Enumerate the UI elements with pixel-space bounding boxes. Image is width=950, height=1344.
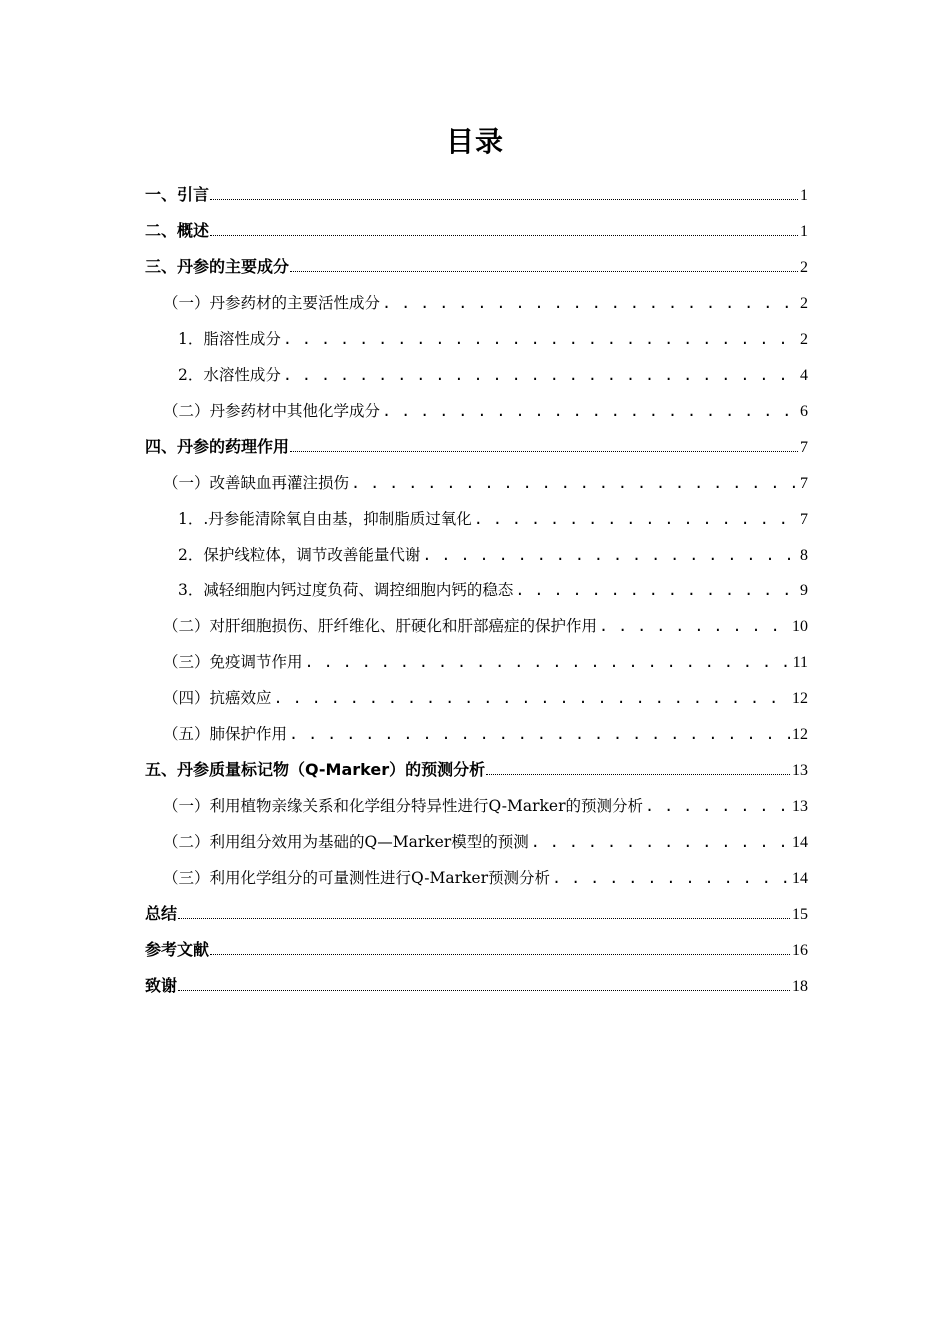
toc-entry[interactable] [178, 541, 808, 569]
toc-dot-leader [178, 989, 790, 991]
toc-entry[interactable] [145, 253, 808, 281]
toc-dot-leader [283, 361, 798, 389]
toc-dot-leader [382, 397, 798, 425]
toc-entry[interactable] [145, 756, 808, 784]
toc-entry-label: 1．脂溶性成分 [178, 330, 281, 348]
toc-entry-label: 2．水溶性成分 [178, 366, 281, 384]
toc-entry-page-number: 12 [792, 690, 808, 707]
toc-entry-page-number: 7 [800, 511, 808, 528]
toc-entry[interactable] [178, 325, 808, 353]
toc-entry[interactable] [178, 361, 808, 389]
toc-entry[interactable] [145, 972, 808, 1000]
toc-entry-page-number: 15 [792, 906, 808, 923]
toc-entry[interactable] [145, 217, 808, 245]
toc-entry-label: （二）利用组分效用为基础的Q—Marker模型的预测 [163, 833, 529, 851]
toc-entry-page-number: 2 [800, 331, 808, 348]
toc-entry[interactable] [178, 505, 808, 533]
toc-entry[interactable] [163, 648, 808, 676]
toc-entry-label: （一）改善缺血再灌注损伤 [163, 474, 350, 492]
toc-dot-leader [422, 541, 798, 569]
toc-entry[interactable] [163, 828, 808, 856]
toc-entry-page-number: 1 [800, 187, 808, 204]
toc-entry-label: 参考文献 [145, 940, 210, 959]
toc-dot-leader [486, 773, 790, 775]
toc-entry-label: （二）对肝细胞损伤、肝纤维化、肝硬化和肝部癌症的保护作用 [163, 617, 598, 635]
toc-dot-leader [474, 505, 798, 533]
toc-dot-leader [305, 648, 791, 676]
toc-entry-label: （二）丹参药材中其他化学成分 [163, 402, 381, 420]
toc-dot-leader [552, 864, 790, 892]
toc-dot-leader [290, 270, 798, 272]
toc-entry-label: 3．减轻细胞内钙过度负荷、调控细胞内钙的稳态 [178, 581, 514, 599]
toc-entry-label: 2．保护线粒体，调节改善能量代谢 [178, 546, 421, 564]
toc-dot-leader [178, 917, 790, 919]
toc-entry[interactable] [163, 720, 808, 748]
toc-entry-page-number: 10 [792, 618, 808, 635]
toc-entry-page-number: 4 [800, 367, 808, 384]
toc-dot-leader [210, 953, 790, 955]
toc-entry-page-number: 2 [800, 295, 808, 312]
toc-entry-page-number: 14 [792, 870, 808, 887]
toc-entry-page-number: 9 [800, 582, 808, 599]
toc-entry-label: 一、引言 [145, 185, 210, 204]
toc-entry[interactable] [163, 469, 808, 497]
toc-entry-page-number: 7 [800, 439, 808, 456]
toc-dot-leader [645, 792, 790, 820]
toc-entry[interactable] [163, 864, 808, 892]
toc-entry-page-number: 11 [792, 654, 808, 671]
toc-entry[interactable] [145, 181, 808, 209]
toc-entry-label: 总结 [145, 904, 178, 923]
toc-entry-page-number: 13 [792, 798, 808, 815]
toc-entry[interactable] [145, 936, 808, 964]
toc-dot-leader [382, 289, 798, 317]
toc-dot-leader [289, 720, 790, 748]
toc-entry-label: （一）利用植物亲缘关系和化学组分特异性进行Q-Marker的预测分析 [163, 797, 644, 815]
toc-dot-leader [210, 198, 798, 200]
toc-entry-label: 1．.丹参能清除氧自由基，抑制脂质过氧化 [178, 510, 472, 528]
toc-dot-leader [531, 828, 790, 856]
toc-entry-page-number: 12 [792, 726, 808, 743]
toc-entry-label: 二、概述 [145, 221, 210, 240]
toc-dot-leader [351, 469, 798, 497]
toc-entry[interactable] [163, 612, 808, 640]
toc-entry[interactable] [178, 576, 808, 604]
toc-entry[interactable] [163, 397, 808, 425]
toc-entry-label: 致谢 [145, 976, 178, 995]
toc-dot-leader [599, 612, 790, 640]
toc-entry-label: （五）肺保护作用 [163, 725, 288, 743]
toc-dot-leader [515, 576, 798, 604]
toc-entry-label: （三）免疫调节作用 [163, 653, 303, 671]
toc-entry-page-number: 18 [792, 978, 808, 995]
toc-entry[interactable] [163, 289, 808, 317]
toc-entry[interactable] [145, 433, 808, 461]
toc-entry-page-number: 7 [800, 475, 808, 492]
toc-entry[interactable] [145, 900, 808, 928]
toc-entry-page-number: 13 [792, 762, 808, 779]
toc-entry-page-number: 14 [792, 834, 808, 851]
page-title: 目录 [445, 125, 504, 158]
toc-entry-page-number: 2 [800, 259, 808, 276]
toc-entry-label: （一）丹参药材的主要活性成分 [163, 294, 381, 312]
toc-entry-label: 三、丹参的主要成分 [145, 257, 290, 276]
toc-entry[interactable] [163, 684, 808, 712]
toc-entry-page-number: 16 [792, 942, 808, 959]
toc-entry[interactable] [163, 792, 808, 820]
toc-dot-leader [274, 684, 790, 712]
toc-entry-page-number: 6 [800, 403, 808, 420]
toc-entry-page-number: 1 [800, 223, 808, 240]
toc-entry-label: 四、丹参的药理作用 [145, 437, 290, 456]
toc-dot-leader [290, 450, 798, 452]
toc-entry-label: （三）利用化学组分的可量测性进行Q-Marker预测分析 [163, 869, 551, 887]
toc-dot-leader [210, 234, 798, 236]
toc-entry-page-number: 8 [800, 547, 808, 564]
toc-entry-label: （四）抗癌效应 [163, 689, 272, 707]
toc-entry-label: 五、丹参质量标记物（Q-Marker）的预测分析 [145, 760, 486, 779]
toc-dot-leader [283, 325, 798, 353]
